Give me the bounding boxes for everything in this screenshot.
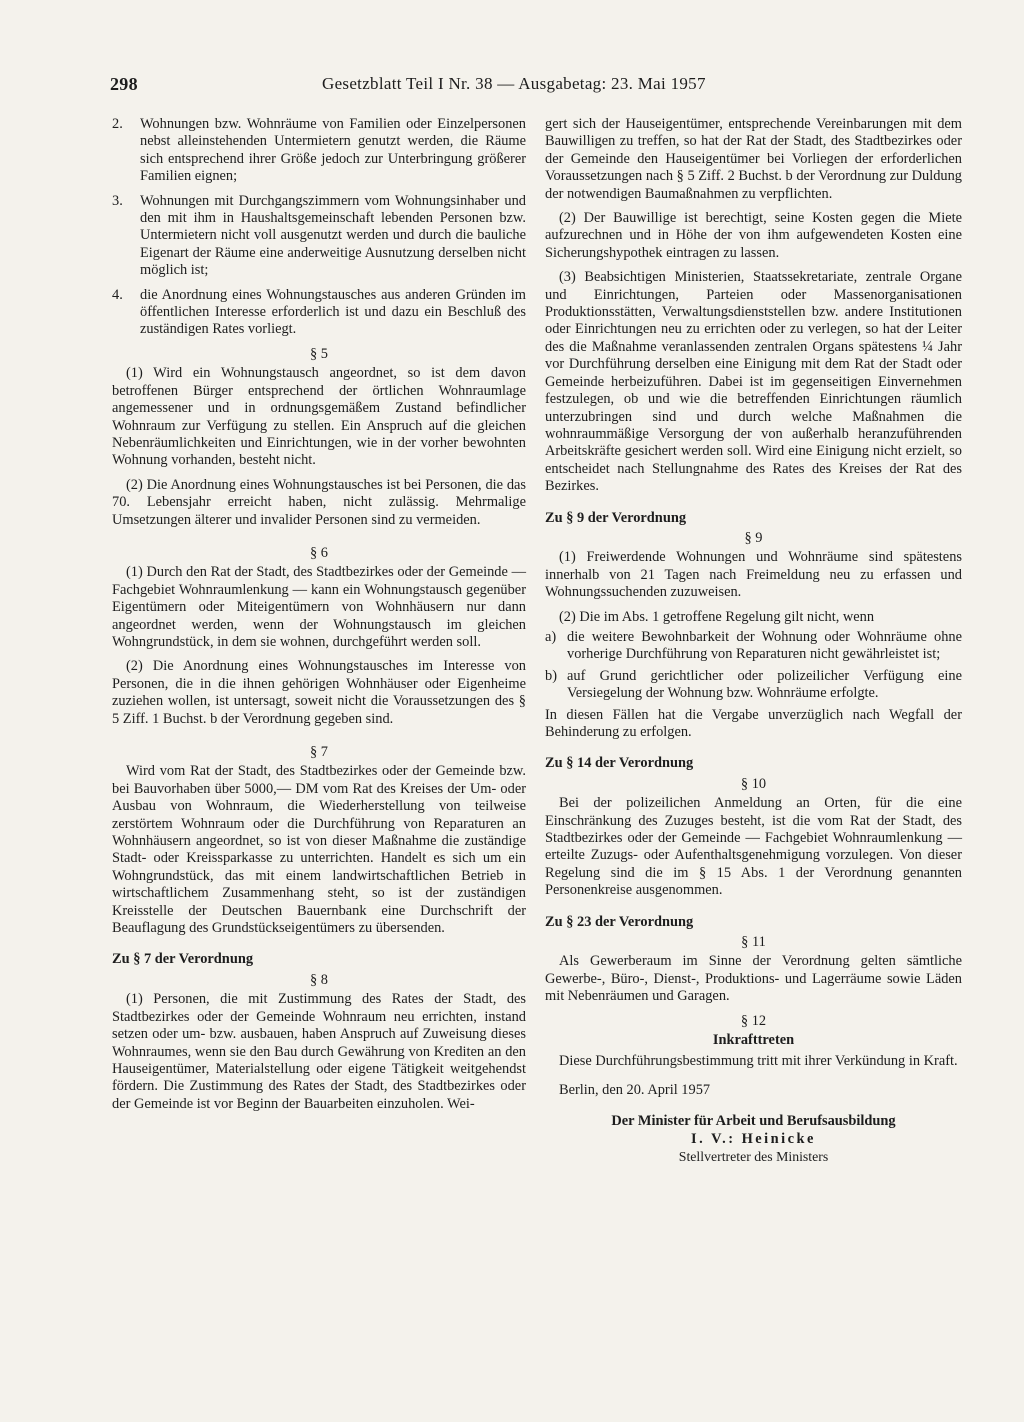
- paragraph: (2) Die im Abs. 1 getroffene Regelung gilt nicht, wenn: [559, 608, 875, 625]
- item-text: Wohnungen mit Durchgangszimmern vom Wohnungsinhaber und den mit ihm in Haushaltsgemeinschaft lebenden Personen bzw. Untermietern nicht voll ausgenutzt werden und durch die bauliche Eigenart der Räume eine anderweitige Ausnutzung derselben nicht möglich ist;: [140, 192, 526, 279]
- paragraph: (2) Der Bauwillige ist berechtigt, seine Kosten gegen die Miete aufzurechnen und in Höhe der von ihm aufgewendeten Kosten eine Sicherungshypothek eintragen zu lassen.: [545, 210, 962, 261]
- place-date: Berlin, den 20. April 1957: [559, 1081, 711, 1098]
- paragraph: Diese Durchführungsbestimmung tritt mit ihrer Verkündung in Kraft.: [559, 1052, 958, 1069]
- paragraph: (3) Beabsichtigen Ministerien, Staatssekretariate, zentrale Organe und Einrichtungen, Parteien oder Massenorganisationen Produktionsstätten, Verwaltungsdienststellen bzw. andere Institutionen oder Einrichtungen neu zu errichten oder zu verlegen, so hat der Leiter des die Maßnahme veranlassenden zentralen Organs spätestens ¼ Jahr vor Durchführung derselben eine Einigung mit dem Rat der Stadt oder Gemeinde herbeizuführen. Dabei ist im gegenseitigen Einvernehmen festzulegen, ob und wie die betreffenden Einrichtungen räumlich unterzubringen sind und durch welche Maßnahmen die wohnraummäßige Versorgung der von außerhalb heranzuführenden Arbeitskräfte gesichert werden soll. Wird eine Einigung nicht erzielt, so entscheidet nach Stellungnahme des Rates des Kreises der Rat des Bezirkes.: [545, 269, 962, 495]
- item-text: die Anordnung eines Wohnungstausches aus anderen Gründen im öffentlichen Interesse erforderlich ist und dazu ein Beschluß des zuständigen Rates vorliegt.: [140, 286, 526, 338]
- section-heading: § 12: [740, 1012, 767, 1029]
- paragraph: (2) Die Anordnung eines Wohnungstausches im Interesse von Personen, die in die ihnen gehörigen Wohnhäuser oder Eigenheime zuziehen wollen, ist untersagt, soweit nicht die Voraussetzungen des § 5 Ziff. 1 Buchst. b der Verordnung gegeben sind.: [112, 658, 526, 727]
- paragraph: Bei der polizeilichen Anmeldung an Orten, für die eine Einschränkung des Zuzuges besteht, ist die vom Rat der Stadt, des Stadtbezirkes oder der Gemeinde — Fachgebiet Wohnraumlenkung — erteilte Zuzugs- oder Aufenthaltsgenehmigung vorzulegen. Von dieser Regelung sind die im § 15 Abs. 1 der Verordnung genannten Personenkreise ausgenommen.: [545, 795, 962, 899]
- section-heading: § 11: [741, 934, 766, 951]
- item-number: 4.: [112, 286, 123, 303]
- list-item: [545, 629, 962, 664]
- item-text: Wohnungen bzw. Wohnräume von Familien oder Einzelpersonen nebst alleinstehenden Untermietern genutzt werden, die Räume sich entsprechend ihrer Größe jedoch zur Unterbringung größerer Familien eignen;: [140, 116, 526, 185]
- minister-title: Der Minister für Arbeit und Berufsausbildung: [611, 1113, 896, 1130]
- paragraph: Als Gewerberaum im Sinne der Verordnung gelten sämtliche Gewerbe-, Büro-, Dienst-, Produktions- und Lagerräume sowie Läden mit Nebenräumen und Garagen.: [545, 953, 962, 1005]
- page-header: [110, 74, 770, 100]
- section-heading: § 7: [310, 744, 328, 760]
- header-title: Gesetzblatt Teil I Nr. 38 — Ausgabetag: 23. Mai 1957: [322, 74, 706, 93]
- section-heading: § 6: [310, 544, 328, 561]
- section-heading: § 10: [740, 775, 767, 792]
- right-column: [545, 116, 962, 1166]
- page-number: 298: [110, 74, 138, 94]
- subheading: Zu § 9 der Verordnung: [545, 509, 687, 526]
- section-title: Inkrafttreten: [712, 1032, 795, 1049]
- signer-role: Stellvertreter des Ministers: [678, 1149, 829, 1165]
- paragraph: Wird vom Rat der Stadt, des Stadtbezirkes oder der Gemeinde bzw. bei Bauvorhaben über 5000,— DM vom Rat des Kreises der Um- oder Ausbau von Wohnraum, die Wiederherstellung von teilweise zerstörtem Wohnraum oder die Durchführung von Reparaturen an Wohnhäusern angeordnet, so ist von dieser Maßnahme die zuständige Stadt- oder Kreissparkasse zu unterrichten. Handelt es sich um ein Wohngrundstück, das mit einem landwirtschaftlichen Betrieb in wirtschaftlichem Zusammenhang steht, so ist der zuständigen Kreisstelle der Deutschen Bauernbank eine Durchschrift der Beauflagung des Grundstückseigentümers zu übersenden.: [112, 763, 526, 937]
- list-item: [112, 116, 526, 186]
- section-heading: § 8: [310, 971, 328, 988]
- item-text: auf Grund gerichtlicher oder polizeilicher Verfügung eine Versiegelung der Wohnung bzw. Wohnräume erfolgte.: [567, 667, 962, 702]
- item-label: a): [545, 628, 557, 645]
- item-number: 3.: [112, 192, 123, 209]
- list-item: [545, 668, 962, 703]
- subheading: Zu § 7 der Verordnung: [112, 951, 254, 968]
- item-number: 2.: [112, 116, 123, 132]
- subheading: Zu § 23 der Verordnung: [545, 913, 694, 930]
- subheading: Zu § 14 der Verordnung: [545, 755, 694, 772]
- paragraph: gert sich der Hauseigentümer, entsprechende Vereinbarungen mit dem Bauwilligen zu treffen, so hat der Rat der Stadt, des Stadtbezirkes oder der Gemeinde den Hauseigentümer bei Vorliegen der erforderlichen Voraussetzungen nach § 5 Ziff. 2 Buchst. b der Verordnung zur Duldung der notwendigen Baumaßnahmen zu verpflichten.: [545, 116, 962, 202]
- list-item: [112, 287, 526, 339]
- paragraph: (1) Durch den Rat der Stadt, des Stadtbezirkes oder der Gemeinde — Fachgebiet Wohnraumlenkung — kann ein Wohnungstausch gegenüber Eigentümern oder Miteigentümern von Wohnhäusern nur dann angeordnet werden, wenn der Wohnungstausch im gleichen Wohngrundstück, in dem sie wohnen, durchgeführt werden soll.: [112, 564, 526, 650]
- paragraph: (1) Wird ein Wohnungstausch angeordnet, so ist dem davon betroffenen Bürger entsprechend der örtlichen Wohnraumlage angemessener und in ordnungsgemäßem Zustand befindlicher Wohnraum zur Verfügung zu stellen. Ein Anspruch auf die gleichen Nebenräumlichkeiten und Einrichtungen, wie in der vorher bewohnten Wohnung vorhanden, besteht nicht.: [112, 365, 526, 469]
- section-heading: § 5: [310, 345, 328, 362]
- signer-name: I. V.: Heinicke: [691, 1130, 816, 1147]
- paragraph: In diesen Fällen hat die Vergabe unverzüglich nach Wegfall der Behinderung zu erfolgen.: [545, 706, 962, 740]
- section-heading: § 9: [744, 529, 763, 546]
- left-column: [112, 116, 526, 1120]
- item-text: die weitere Bewohnbarkeit der Wohnung oder Wohnräume ohne vorherige Durchführung von Reparaturen nicht gewährleistet ist;: [567, 628, 962, 663]
- paragraph: (1) Freiwerdende Wohnungen und Wohnräume sind spätestens innerhalb von 21 Tagen nach Freimeldung neu zu erfassen und Wohnungssuchenden zuzuweisen.: [545, 549, 962, 601]
- paragraph: (1) Personen, die mit Zustimmung des Rates der Stadt, des Stadtbezirkes oder der Gemeinde Wohnraum neu errichten, instand setzen oder um- bzw. ausbauen, haben Anspruch auf Zuweisung dieses Wohnraumes, wenn sie den Bau durch Gewährung von Krediten an den Hauseigentümer, Materialstellung oder eigene Tätigkeit weitgehendst fördern. Die Zustimmung des Rates der Stadt, des Stadtbezirkes oder der Gemeinde ist vor Beginn der Bauarbeiten einzuholen. Wei-: [112, 991, 526, 1112]
- item-label: b): [545, 667, 557, 684]
- list-item: [112, 193, 526, 280]
- paragraph: (2) Die Anordnung eines Wohnungstausches ist bei Personen, die das 70. Lebensjahr erreicht haben, nicht zulässig. Mehrmalige Umsetzungen älterer und invalider Personen sind zu vermeiden.: [112, 476, 526, 528]
